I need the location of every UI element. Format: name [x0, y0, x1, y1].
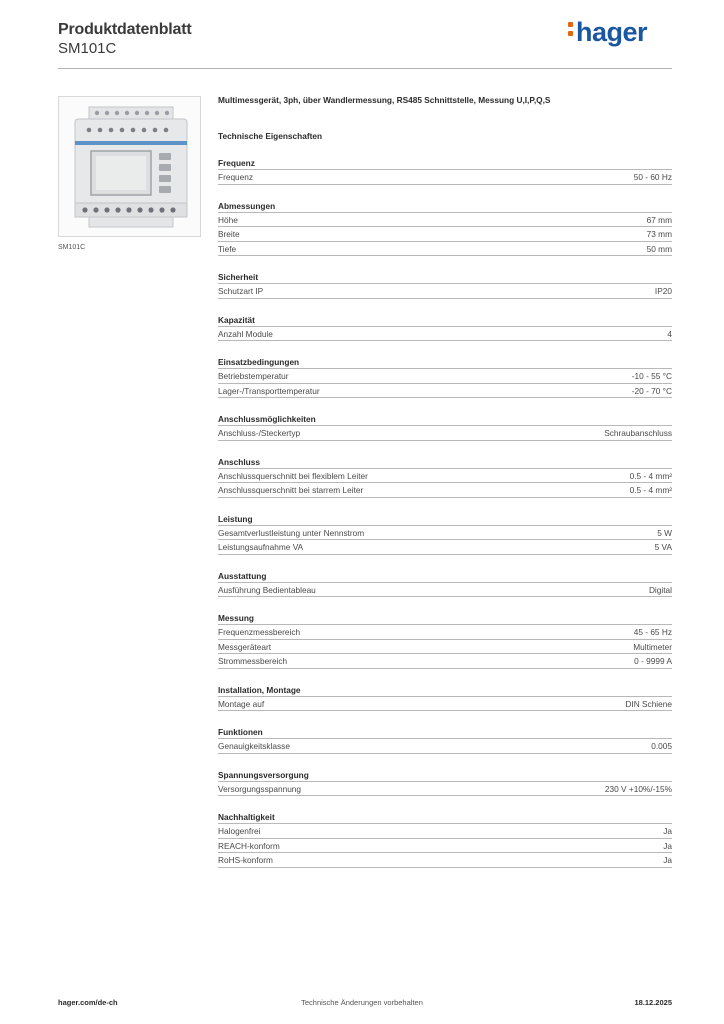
- properties-heading: Technische Eigenschaften: [218, 131, 323, 141]
- spec-label: Leistungsaufnahme VA: [218, 542, 304, 552]
- spec-value: 67 mm: [646, 214, 672, 225]
- spec-row: [218, 227, 672, 242]
- spec-section: [218, 356, 672, 398]
- logo-dots-icon: [568, 19, 574, 39]
- section-title: Nachhaltigkeit: [218, 811, 672, 824]
- spec-section: [218, 314, 672, 342]
- spec-row: [218, 853, 672, 868]
- spec-value: Digital: [648, 584, 672, 595]
- spec-row: [218, 426, 672, 441]
- spec-row: [218, 839, 672, 854]
- spec-label: Frequenz: [218, 172, 254, 182]
- footer-website[interactable]: hager.com/de-ch: [58, 998, 118, 1007]
- section-title: Sicherheit: [218, 271, 672, 284]
- spec-section: [218, 726, 672, 754]
- section-title: Funktionen: [218, 726, 672, 739]
- spec-value: DIN Schiene: [625, 698, 672, 709]
- spec-row: [218, 284, 672, 299]
- spec-label: Gesamtverlustleistung unter Nennstrom: [218, 527, 365, 538]
- spec-value: Ja: [663, 855, 672, 865]
- section-title: Kapazität: [218, 314, 672, 327]
- spec-label: Versorgungsspannung: [218, 783, 302, 794]
- spec-label: Anzahl Module: [218, 328, 273, 339]
- spec-label: Betriebstemperatur: [218, 371, 289, 381]
- spec-row: [218, 583, 672, 598]
- spec-value: 50 mm: [646, 243, 672, 254]
- spec-value: Ja: [663, 840, 672, 851]
- spec-row: [218, 327, 672, 342]
- footer-date: 18.12.2025: [634, 998, 672, 1007]
- product-description: Multimessgerät, 3ph, über Wandlermessung, RS485 Schnittstelle, Messung U,I,P,Q,S: [218, 95, 551, 105]
- spec-sections: [218, 157, 672, 868]
- section-title: Frequenz: [218, 157, 672, 170]
- spec-label: Ausführung Bedientableau: [218, 584, 316, 595]
- footer-notice: Technische Änderungen vorbehalten: [301, 998, 423, 1007]
- section-title: Installation, Montage: [218, 684, 672, 697]
- section-title: Leistung: [218, 513, 672, 526]
- logo-text: hager: [576, 17, 648, 47]
- spec-row: [218, 625, 672, 640]
- section-title: Messung: [218, 612, 672, 625]
- spec-section: [218, 271, 672, 299]
- spec-label: Tiefe: [218, 243, 237, 254]
- spec-row: [218, 213, 672, 228]
- spec-row: [218, 739, 672, 754]
- spec-value: 0.5 - 4 mm²: [629, 485, 672, 495]
- spec-value: -20 - 70 °C: [631, 385, 672, 396]
- energy-meter-illustration: [59, 97, 200, 236]
- spec-label: Anschlussquerschnitt bei starrem Leiter: [218, 485, 364, 495]
- spec-value: 5 VA: [654, 542, 672, 552]
- spec-row: [218, 384, 672, 399]
- spec-label: Schutzart IP: [218, 286, 264, 296]
- spec-value: Ja: [663, 826, 672, 836]
- spec-value: Schraubanschluss: [604, 428, 672, 438]
- header-divider: [58, 68, 672, 69]
- spec-value: IP20: [654, 286, 672, 296]
- spec-label: Halogenfrei: [218, 826, 261, 836]
- spec-section: [218, 612, 672, 669]
- spec-section: [218, 769, 672, 797]
- product-code-subtitle: SM101C: [58, 40, 117, 57]
- spec-section: [218, 413, 672, 441]
- spec-row: [218, 170, 672, 185]
- spec-row: [218, 483, 672, 498]
- spec-row: [218, 824, 672, 839]
- spec-label: RoHS-konform: [218, 855, 273, 865]
- spec-label: Strommessbereich: [218, 656, 288, 666]
- product-image: [58, 96, 201, 237]
- spec-value: Multimeter: [633, 641, 672, 652]
- spec-label: Höhe: [218, 214, 238, 225]
- spec-value: 230 V +10%/-15%: [604, 783, 672, 794]
- spec-label: Anschlussquerschnitt bei flexiblem Leiter: [218, 470, 368, 481]
- spec-section: [218, 456, 672, 498]
- section-title: Ausstattung: [218, 570, 672, 583]
- spec-value: 4: [667, 328, 672, 339]
- section-title: Einsatzbedingungen: [218, 356, 672, 369]
- spec-row: [218, 369, 672, 384]
- content-area: [218, 94, 672, 868]
- spec-label: Lager-/Transporttemperatur: [218, 385, 320, 396]
- spec-section: [218, 570, 672, 598]
- spec-section: [218, 513, 672, 555]
- spec-row: [218, 242, 672, 257]
- spec-row: [218, 540, 672, 555]
- spec-row: [218, 640, 672, 655]
- spec-label: Montage auf: [218, 698, 265, 709]
- spec-value: 0.5 - 4 mm²: [629, 470, 672, 481]
- spec-section: [218, 157, 672, 185]
- spec-row: [218, 654, 672, 669]
- spec-label: Breite: [218, 229, 240, 239]
- spec-label: Frequenzmessbereich: [218, 627, 301, 637]
- spec-value: 73 mm: [646, 229, 672, 239]
- spec-value: 5 W: [657, 527, 672, 538]
- spec-value: 50 - 60 Hz: [633, 172, 672, 182]
- section-title: Spannungsversorgung: [218, 769, 672, 782]
- spec-value: 45 - 65 Hz: [633, 627, 672, 637]
- section-title: Anschlussmöglichkeiten: [218, 413, 672, 426]
- hager-logo: [568, 16, 647, 48]
- image-caption: SM101C: [58, 244, 86, 251]
- spec-label: Anschluss-/Steckertyp: [218, 428, 301, 438]
- spec-row: [218, 469, 672, 484]
- spec-section: [218, 200, 672, 257]
- spec-section: [218, 811, 672, 868]
- spec-row: [218, 526, 672, 541]
- spec-row: [218, 697, 672, 712]
- section-title: Anschluss: [218, 456, 672, 469]
- spec-label: Messgeräteart: [218, 641, 272, 652]
- spec-value: 0 - 9999 A: [634, 656, 672, 666]
- spec-label: Genauigkeitsklasse: [218, 741, 290, 751]
- document-title: Produktdatenblatt: [58, 21, 192, 38]
- spec-label: REACH-konform: [218, 840, 280, 851]
- spec-row: [218, 782, 672, 797]
- spec-value: 0.005: [651, 741, 672, 751]
- spec-section: [218, 684, 672, 712]
- spec-value: -10 - 55 °C: [631, 371, 672, 381]
- section-title: Abmessungen: [218, 200, 672, 213]
